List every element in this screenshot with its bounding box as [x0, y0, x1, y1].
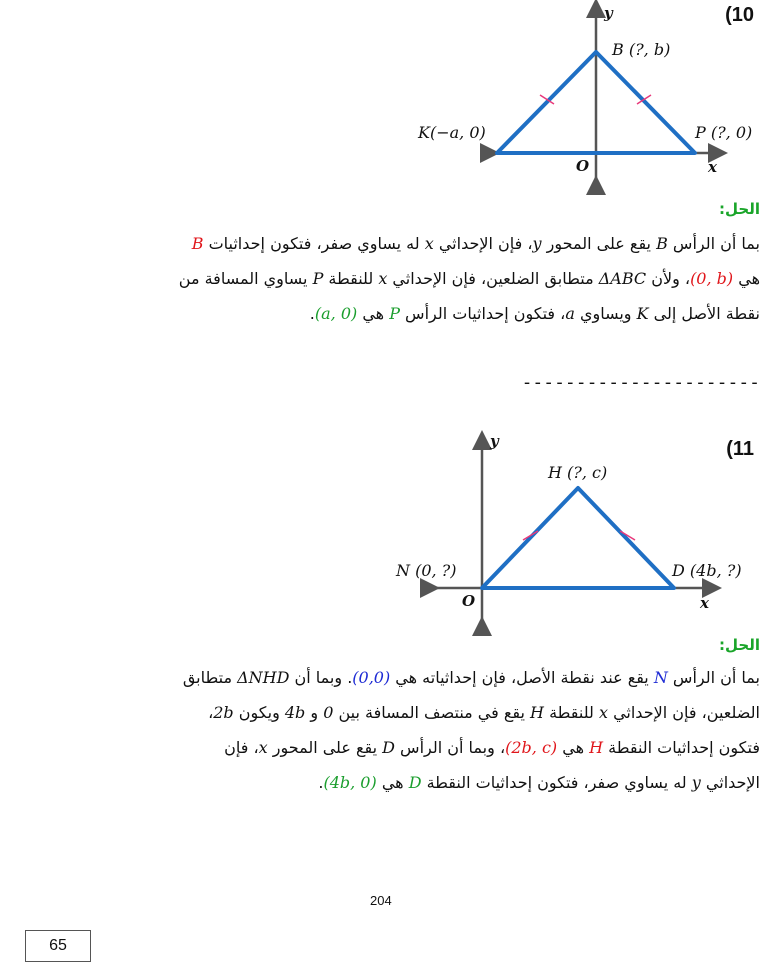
solution-line: هي (0, b)، ولأن ΔABC متطابق الضلعين، فإن الإحداثي x للنقطة P يساوي المسافة من	[178, 269, 760, 288]
x-axis-label: x	[700, 594, 709, 612]
solution-line: فتكون إحداثيات النقطة H هي (2b, c)، وبما أن الرأس D يقع على المحور x، فإن	[224, 738, 760, 757]
diagram-triangle-10	[400, 0, 768, 200]
solution-paragraph-10	[12, 226, 760, 331]
x-axis-label: x	[708, 158, 717, 176]
vertex-B-label: B (?, b)	[612, 40, 671, 59]
page-number-box: 65	[25, 930, 91, 962]
vertex-P-label: P (?, 0)	[695, 123, 753, 142]
diagram-triangle-11	[380, 430, 768, 640]
solution-line: الإحداثي y له يساوي صفر، فتكون إحداثيات النقطة D هي (4b, 0).	[318, 773, 760, 792]
solution-line: الضلعين، فإن الإحداثي x للنقطة H يقع في منتصف المسافة بين 0 و 4b ويكون 2b،	[208, 703, 760, 722]
vertex-N-label: N (0, ?)	[396, 561, 457, 580]
vertex-D-label: D (4b, ?)	[672, 561, 742, 580]
problem-number-10: (10	[725, 4, 754, 26]
problem-number-11: (11	[726, 438, 754, 460]
vertex-K-label: K(−a, 0)	[418, 123, 486, 142]
separator-line: ----------------------	[521, 372, 760, 393]
y-axis-label: y	[604, 4, 613, 22]
solution-line: بما أن الرأس B يقع على المحور y، فإن الإحداثي x له يساوي صفر، فتكون إحداثيات B	[191, 234, 760, 253]
solution-line: نقطة الأصل إلى K ويساوي a، فتكون إحداثيات الرأس P هي (a, 0).	[309, 304, 760, 323]
solution-label-11: الحل:	[719, 636, 760, 654]
solution-label-10: الحل:	[719, 200, 760, 218]
page-number-center: 204	[370, 893, 392, 908]
triangle-NHD	[482, 488, 674, 588]
solution-paragraph-11	[12, 660, 760, 800]
origin-label: O	[576, 157, 590, 175]
y-axis-label: y	[490, 432, 499, 450]
solution-line: بما أن الرأس N يقع عند نقطة الأصل، فإن إحداثياته هي (0,0). وبما أن ΔNHD متطابق	[182, 668, 760, 687]
origin-label: O	[462, 592, 476, 610]
vertex-H-label: H (?, c)	[548, 463, 608, 482]
